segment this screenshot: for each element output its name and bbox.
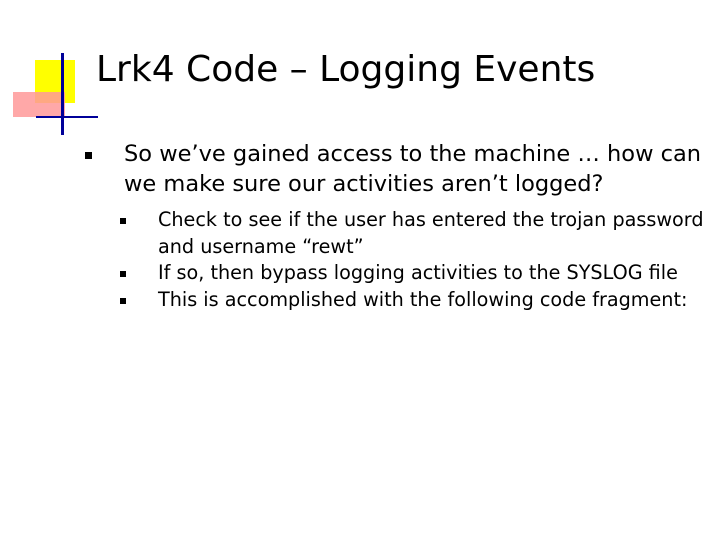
pink-bar bbox=[13, 92, 65, 117]
sub-bullet-text: If so, then bypass logging activities to the SYSLOG file bbox=[158, 261, 678, 284]
horizontal-line bbox=[36, 116, 98, 118]
square-bullet-icon bbox=[85, 152, 92, 159]
vertical-line bbox=[61, 53, 64, 135]
sub-bullet-item bbox=[84, 260, 704, 287]
bullet-item-main bbox=[84, 139, 704, 199]
sub-bullet-text: This is accomplished with the following code fragment: bbox=[158, 287, 688, 311]
slide-title: Lrk4 Code – Logging Events bbox=[96, 49, 596, 90]
square-bullet-icon bbox=[120, 298, 126, 304]
square-bullet-icon bbox=[120, 218, 126, 224]
spacer bbox=[84, 199, 704, 207]
sub-bullet-item bbox=[84, 207, 704, 260]
sub-bullet-item bbox=[84, 287, 704, 314]
square-bullet-icon bbox=[120, 271, 126, 277]
bullet-list bbox=[84, 139, 704, 313]
bullet-text: So we’ve gained access to the machine … how can we make sure our activities aren’t logged? bbox=[124, 141, 702, 197]
sub-bullet-text: Check to see if the user has entered the trojan password and username “rewt” bbox=[158, 208, 704, 258]
